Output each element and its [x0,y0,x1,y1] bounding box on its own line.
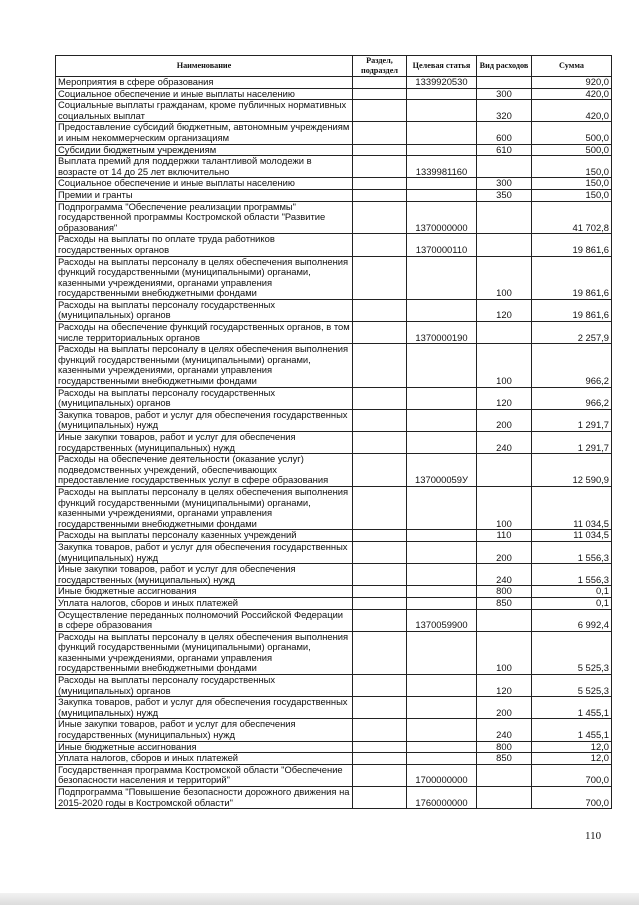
table-row [56,597,612,609]
cell-sum: 0,1 [532,597,612,609]
cell-kind [477,764,532,786]
cell-sum: 966,2 [532,387,612,409]
cell-sum: 12,0 [532,741,612,753]
cell-name: Расходы на выплаты персоналу в целях обеспечения выполнения функций государственными (муниципальными) органами, казенными учреждениями, органами управления государственными внебюджетными фондами [56,256,353,299]
cell-section [353,344,407,387]
cell-target: 1370000190 [407,322,477,344]
header-target: Целевая статья [407,56,477,77]
cell-name: Расходы на выплаты персоналу казенных учреждений [56,530,353,542]
cell-sum: 19 861,6 [532,256,612,299]
table-row [56,541,612,563]
cell-kind [477,609,532,631]
cell-sum: 500,0 [532,144,612,156]
cell-name: Иные бюджетные ассигнования [56,586,353,598]
cell-kind: 120 [477,299,532,321]
cell-section [353,156,407,178]
cell-section [353,77,407,89]
cell-kind [477,322,532,344]
cell-target [407,299,477,321]
cell-section [353,299,407,321]
cell-target: 1700000000 [407,764,477,786]
cell-target [407,88,477,100]
cell-section [353,586,407,598]
cell-kind: 300 [477,178,532,190]
cell-section [353,189,407,201]
cell-sum: 966,2 [532,344,612,387]
cell-sum: 12,0 [532,753,612,765]
cell-target [407,741,477,753]
cell-kind [477,234,532,256]
header-section: Раздел, подраздел [353,56,407,77]
cell-kind [477,787,532,809]
table-row [56,741,612,753]
table-row [56,530,612,542]
cell-target [407,719,477,741]
header-sum: Сумма [532,56,612,77]
cell-name: Уплата налогов, сборов и иных платежей [56,753,353,765]
table-body [56,77,612,809]
cell-target [407,178,477,190]
cell-sum: 5 525,3 [532,675,612,697]
table-row [56,753,612,765]
cell-target [407,486,477,529]
cell-name: Иные бюджетные ассигнования [56,741,353,753]
cell-sum: 1 556,3 [532,564,612,586]
cell-target [407,697,477,719]
cell-name: Иные закупки товаров, работ и услуг для обеспечения государственных (муниципальных) нужд [56,432,353,454]
cell-kind: 100 [477,486,532,529]
cell-target [407,586,477,598]
cell-kind [477,201,532,234]
cell-name: Расходы на выплаты персоналу государственных (муниципальных) органов [56,387,353,409]
cell-sum: 150,0 [532,189,612,201]
table-row [56,564,612,586]
cell-section [353,100,407,122]
cell-target [407,256,477,299]
cell-target [407,344,477,387]
table-row [56,144,612,156]
table-row [56,454,612,487]
cell-section [353,409,407,431]
cell-kind: 610 [477,144,532,156]
table-row [56,88,612,100]
table-header-row [56,56,612,77]
cell-target [407,753,477,765]
cell-name: Государственная программа Костромской области "Обеспечение безопасности населения и территорий" [56,764,353,786]
table-row [56,675,612,697]
cell-kind: 200 [477,409,532,431]
table-row [56,787,612,809]
table-row [56,344,612,387]
cell-kind [477,77,532,89]
cell-sum: 700,0 [532,787,612,809]
cell-sum: 0,1 [532,586,612,598]
cell-sum: 5 525,3 [532,631,612,674]
cell-sum: 19 861,6 [532,299,612,321]
cell-kind: 300 [477,88,532,100]
table-row [56,77,612,89]
header-name: Наименование [56,56,353,77]
cell-sum: 1 455,1 [532,719,612,741]
cell-name: Социальное обеспечение и иные выплаты населению [56,88,353,100]
cell-name: Закупка товаров, работ и услуг для обеспечения государственных (муниципальных) нужд [56,697,353,719]
table-row [56,719,612,741]
cell-section [353,719,407,741]
cell-section [353,564,407,586]
table-row [56,322,612,344]
table-row [56,764,612,786]
cell-kind: 800 [477,586,532,598]
cell-section [353,322,407,344]
cell-section [353,753,407,765]
cell-kind: 240 [477,564,532,586]
table-row [56,697,612,719]
cell-section [353,541,407,563]
cell-target: 1370000000 [407,201,477,234]
cell-name: Закупка товаров, работ и услуг для обеспечения государственных (муниципальных) нужд [56,409,353,431]
cell-target [407,189,477,201]
cell-section [353,387,407,409]
cell-name: Уплата налогов, сборов и иных платежей [56,597,353,609]
cell-kind: 850 [477,597,532,609]
cell-section [353,256,407,299]
cell-name: Расходы на обеспечение функций государственных органов, в том числе территориальных органов [56,322,353,344]
cell-name: Социальные выплаты гражданам, кроме публичных нормативных социальных выплат [56,100,353,122]
cell-kind: 100 [477,344,532,387]
budget-table [55,55,612,809]
cell-section [353,486,407,529]
table-row [56,189,612,201]
table-row [56,609,612,631]
table-row [56,409,612,431]
cell-sum: 150,0 [532,178,612,190]
cell-name: Расходы на выплаты персоналу государственных (муниципальных) органов [56,299,353,321]
cell-target [407,597,477,609]
cell-kind: 350 [477,189,532,201]
cell-name: Подпрограмма "Повышение безопасности дорожного движения на 2015-2020 годы в Костромской области" [56,787,353,809]
table-row [56,387,612,409]
table-row [56,156,612,178]
cell-kind [477,454,532,487]
table-row [56,586,612,598]
cell-target [407,432,477,454]
table-row [56,299,612,321]
table-row [56,122,612,144]
table-row [56,234,612,256]
cell-kind: 100 [477,256,532,299]
cell-sum: 920,0 [532,77,612,89]
cell-name: Выплата премий для поддержки талантливой молодежи в возрасте от 14 до 25 лет включительно [56,156,353,178]
cell-target [407,100,477,122]
cell-target [407,675,477,697]
cell-sum: 1 556,3 [532,541,612,563]
cell-section [353,597,407,609]
cell-name: Расходы на выплаты персоналу в целях обеспечения выполнения функций государственными (муниципальными) органами, казенными учреждениями, органами управления государственными внебюджетными фондами [56,486,353,529]
cell-name: Расходы на обеспечение деятельности (оказание услуг) подведомственных учреждений, обеспечивающих предоставление государственных услуг в сфере образования [56,454,353,487]
cell-sum: 19 861,6 [532,234,612,256]
cell-kind [477,156,532,178]
cell-kind: 200 [477,541,532,563]
cell-section [353,122,407,144]
table-row [56,631,612,674]
cell-name: Иные закупки товаров, работ и услуг для обеспечения государственных (муниципальных) нужд [56,564,353,586]
cell-name: Расходы на выплаты персоналу государственных (муниципальных) органов [56,675,353,697]
cell-sum: 700,0 [532,764,612,786]
cell-sum: 11 034,5 [532,486,612,529]
cell-kind: 850 [477,753,532,765]
cell-section [353,741,407,753]
cell-section [353,201,407,234]
cell-target: 1339981160 [407,156,477,178]
cell-name: Расходы на выплаты персоналу в целях обеспечения выполнения функций государственными (муниципальными) органами, казенными учреждениями, органами управления государственными внебюджетными фондами [56,631,353,674]
cell-kind: 800 [477,741,532,753]
table-row [56,486,612,529]
cell-kind: 240 [477,432,532,454]
cell-sum: 1 291,7 [532,409,612,431]
page-number: 110 [585,830,602,842]
cell-target [407,122,477,144]
cell-target [407,409,477,431]
cell-name: Осуществление переданных полномочий Российской Федерации в сфере образования [56,609,353,631]
budget-page [55,55,611,809]
cell-sum: 1 291,7 [532,432,612,454]
cell-name: Предоставление субсидий бюджетным, автономным учреждениям и иным некоммерческим организациям [56,122,353,144]
cell-section [353,454,407,487]
cell-section [353,178,407,190]
cell-section [353,234,407,256]
cell-name: Расходы на выплаты персоналу в целях обеспечения выполнения функций государственными (муниципальными) органами, казенными учреждениями, органами управления государственными внебюджетными фондами [56,344,353,387]
cell-target [407,530,477,542]
cell-target [407,387,477,409]
table-row [56,100,612,122]
cell-section [353,631,407,674]
cell-section [353,144,407,156]
cell-sum: 6 992,4 [532,609,612,631]
cell-section [353,764,407,786]
cell-name: Социальное обеспечение и иные выплаты населению [56,178,353,190]
cell-sum: 150,0 [532,156,612,178]
cell-target: 1760000000 [407,787,477,809]
table-row [56,256,612,299]
cell-section [353,88,407,100]
cell-name: Иные закупки товаров, работ и услуг для обеспечения государственных (муниципальных) нужд [56,719,353,741]
cell-section [353,609,407,631]
scan-bottom-edge [0,893,639,905]
cell-name: Закупка товаров, работ и услуг для обеспечения государственных (муниципальных) нужд [56,541,353,563]
cell-sum: 2 257,9 [532,322,612,344]
cell-target: 1339920530 [407,77,477,89]
cell-target: 1370000110 [407,234,477,256]
cell-target [407,541,477,563]
cell-sum: 1 455,1 [532,697,612,719]
cell-kind: 110 [477,530,532,542]
cell-name: Расходы на выплаты по оплате труда работников государственных органов [56,234,353,256]
cell-kind: 320 [477,100,532,122]
cell-sum: 500,0 [532,122,612,144]
cell-target [407,564,477,586]
cell-kind: 240 [477,719,532,741]
cell-sum: 12 590,9 [532,454,612,487]
cell-section [353,675,407,697]
cell-kind: 200 [477,697,532,719]
cell-sum: 420,0 [532,100,612,122]
cell-section [353,530,407,542]
cell-section [353,697,407,719]
cell-name: Подпрограмма "Обеспечение реализации программы" государственной программы Костромской области "Развитие образования" [56,201,353,234]
cell-target: 137000059У [407,454,477,487]
cell-kind: 120 [477,387,532,409]
cell-target: 1370059900 [407,609,477,631]
cell-section [353,432,407,454]
cell-target [407,631,477,674]
cell-kind: 120 [477,675,532,697]
cell-name: Мероприятия в сфере образования [56,77,353,89]
cell-name: Субсидии бюджетным учреждениям [56,144,353,156]
cell-kind: 100 [477,631,532,674]
table-row [56,201,612,234]
cell-target [407,144,477,156]
cell-name: Премии и гранты [56,189,353,201]
table-row [56,178,612,190]
cell-kind: 600 [477,122,532,144]
cell-sum: 41 702,8 [532,201,612,234]
header-kind: Вид расходов [477,56,532,77]
table-row [56,432,612,454]
cell-sum: 11 034,5 [532,530,612,542]
cell-section [353,787,407,809]
cell-sum: 420,0 [532,88,612,100]
